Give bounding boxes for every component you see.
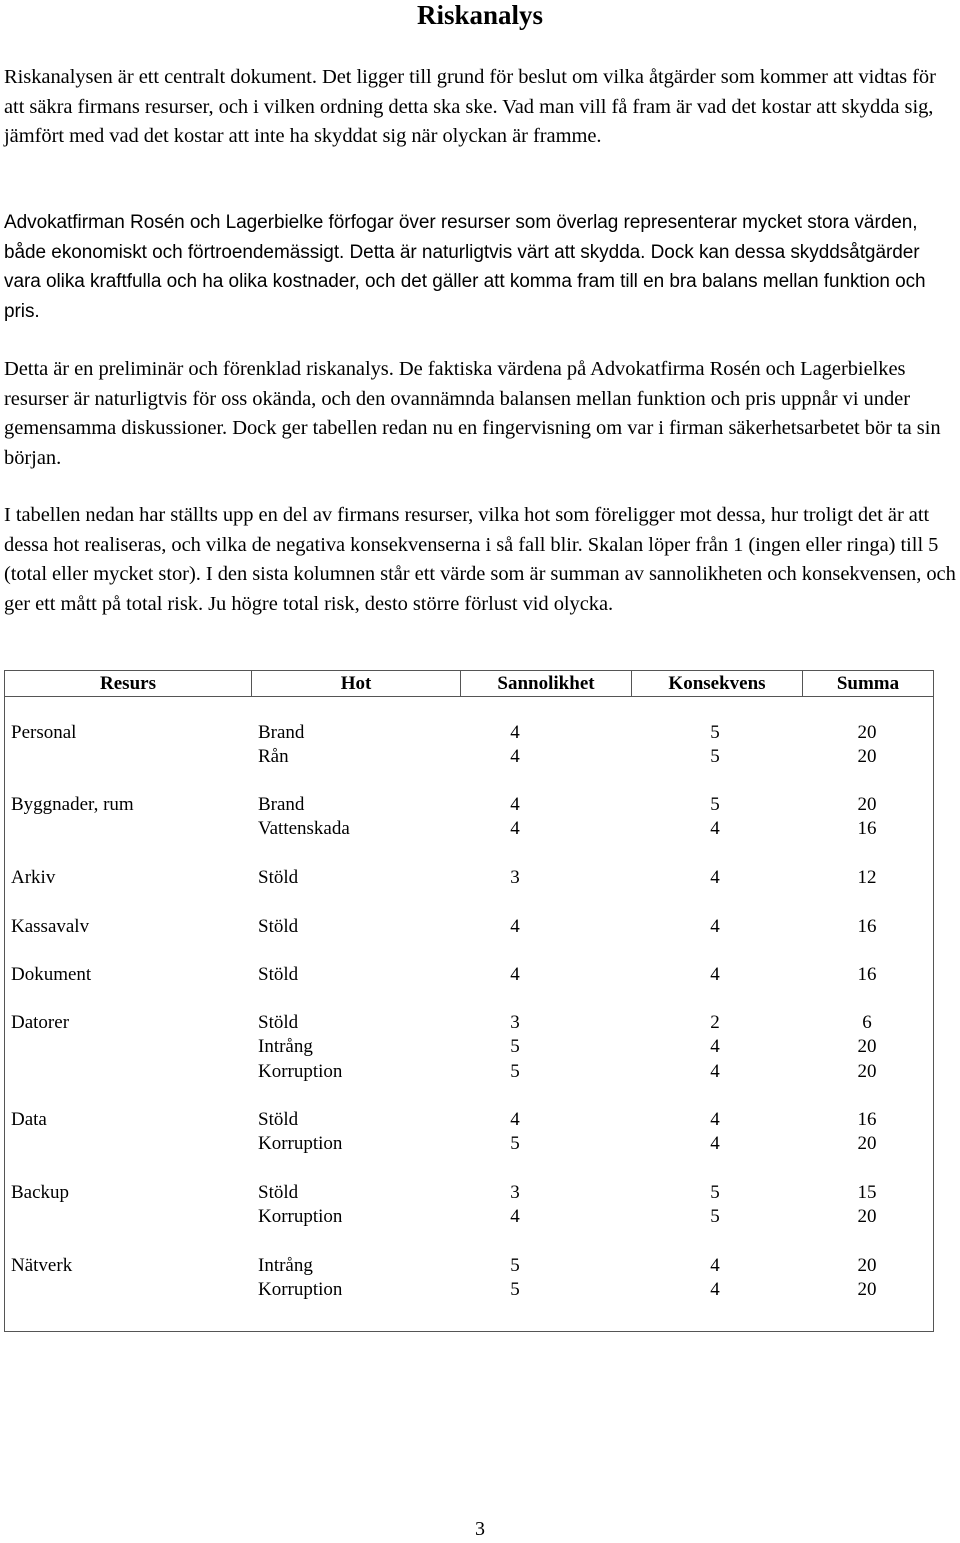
risk-table xyxy=(4,670,934,1332)
hot-value: Stöld xyxy=(258,1182,299,1203)
sannolikhet-value: 4 xyxy=(510,964,520,985)
cell-hot xyxy=(258,963,298,987)
hot-value: Stöld xyxy=(258,867,299,888)
cell-resurs: Kassavalv xyxy=(11,916,90,937)
summa-value: 20 xyxy=(857,794,877,815)
konsekvens-value: 4 xyxy=(710,916,720,937)
cell-hot xyxy=(258,721,304,770)
konsekvens-value: 4 xyxy=(710,1279,720,1301)
konsekvens-value: 5 xyxy=(710,1182,720,1203)
header-konsekvens: Konsekvens xyxy=(631,671,802,697)
cell-hot xyxy=(258,1108,342,1157)
cell-konsekvens xyxy=(685,793,745,842)
cell-konsekvens xyxy=(685,1011,745,1084)
cell-summa xyxy=(837,721,897,770)
summa-value: 20 xyxy=(857,1255,877,1276)
summa-value: 12 xyxy=(857,867,877,888)
hot-value: Rån xyxy=(258,746,289,768)
sannolikhet-value: 5 xyxy=(510,1060,520,1082)
sannolikhet-value: 4 xyxy=(510,916,520,937)
summa-value: 20 xyxy=(857,722,877,743)
cell-sannolikhet xyxy=(485,1181,545,1230)
header-summa: Summa xyxy=(802,671,933,697)
hot-value: Korruption xyxy=(258,1133,343,1155)
summa-value: 6 xyxy=(862,1012,872,1033)
cell-summa xyxy=(837,793,897,842)
page-number: 3 xyxy=(475,1518,485,1540)
cell-konsekvens xyxy=(685,963,745,987)
cell-summa xyxy=(837,1181,897,1230)
cell-hot xyxy=(258,1181,342,1230)
cell-resurs: Backup xyxy=(11,1182,70,1203)
hot-value: Stöld xyxy=(258,1012,299,1033)
konsekvens-value: 4 xyxy=(710,867,720,888)
cell-summa xyxy=(837,1108,897,1157)
cell-konsekvens xyxy=(685,1254,745,1303)
hot-value: Intrång xyxy=(258,1255,313,1276)
hot-value: Korruption xyxy=(258,1279,343,1301)
sannolikhet-value: 5 xyxy=(510,1255,520,1276)
cell-hot xyxy=(258,866,298,890)
cell-summa xyxy=(837,1254,897,1303)
cell-konsekvens xyxy=(685,915,745,939)
cell-hot xyxy=(258,1254,342,1303)
sannolikhet-value: 3 xyxy=(510,1012,520,1033)
sannolikhet-value: 3 xyxy=(510,1182,520,1203)
cell-resurs: Nätverk xyxy=(11,1255,73,1276)
page-title: Riskanalys xyxy=(416,0,544,30)
cell-summa xyxy=(837,915,897,939)
cell-sannolikhet xyxy=(485,915,545,939)
cell-sannolikhet xyxy=(485,963,545,987)
konsekvens-value: 5 xyxy=(710,722,720,743)
hot-value: Stöld xyxy=(258,964,299,985)
hot-value: Vattenskada xyxy=(258,818,350,840)
firm-resources-paragraph: Advokatfirman Rosén och Lagerbielke förfogar över resurser som överlag representerar mycket stora värden, både ekonomiskt och förtroendemässigt. Detta är naturligtvis värt att skydda. Dock kan dessa skyddsåtgärder vara olika kraftfulla och ha olika kostnader, och det gäller att komma fram till en bra balans mellan funktion och pris. xyxy=(4,212,926,322)
sannolikhet-value: 4 xyxy=(510,722,520,743)
hot-value: Brand xyxy=(258,794,305,815)
konsekvens-value: 4 xyxy=(710,1255,720,1276)
summa-value: 16 xyxy=(857,964,877,985)
konsekvens-value: 2 xyxy=(710,1012,720,1033)
cell-resurs: Dokument xyxy=(11,964,92,985)
hot-value: Korruption xyxy=(258,1206,343,1228)
hot-value: Stöld xyxy=(258,1109,299,1130)
cell-summa xyxy=(837,1011,897,1084)
summa-value: 20 xyxy=(857,1206,877,1228)
sannolikhet-value: 4 xyxy=(510,746,520,768)
hot-value: Stöld xyxy=(258,916,299,937)
header-sannolikhet: Sannolikhet xyxy=(460,671,631,697)
summa-value: 20 xyxy=(857,1036,877,1058)
summa-value: 20 xyxy=(857,1133,877,1155)
header-hot: Hot xyxy=(251,671,460,697)
cell-sannolikhet xyxy=(485,1254,545,1303)
summa-value: 20 xyxy=(857,1060,877,1082)
sannolikhet-value: 3 xyxy=(510,867,520,888)
summa-value: 20 xyxy=(857,1279,877,1301)
sannolikhet-value: 4 xyxy=(510,1206,520,1228)
cell-resurs: Datorer xyxy=(11,1012,70,1033)
konsekvens-value: 4 xyxy=(710,1109,720,1130)
sannolikhet-value: 5 xyxy=(510,1279,520,1301)
cell-konsekvens xyxy=(685,866,745,890)
summa-value: 15 xyxy=(857,1182,877,1203)
summa-value: 20 xyxy=(857,746,877,768)
konsekvens-value: 4 xyxy=(710,818,720,840)
header-resurs: Resurs xyxy=(100,673,156,694)
cell-resurs: Data xyxy=(11,1109,47,1130)
konsekvens-value: 5 xyxy=(710,746,720,768)
summa-value: 16 xyxy=(857,916,877,937)
cell-konsekvens xyxy=(685,721,745,770)
cell-sannolikhet xyxy=(485,1108,545,1157)
sannolikhet-value: 4 xyxy=(510,818,520,840)
cell-konsekvens xyxy=(685,1181,745,1230)
cell-sannolikhet xyxy=(485,721,545,770)
cell-sannolikhet xyxy=(485,793,545,842)
cell-summa xyxy=(837,963,897,987)
hot-value: Korruption xyxy=(258,1060,343,1082)
konsekvens-value: 4 xyxy=(710,1133,720,1155)
cell-sannolikhet xyxy=(485,866,545,890)
konsekvens-value: 4 xyxy=(710,964,720,985)
table-explanation-paragraph: I tabellen nedan har ställts upp en del av firmans resurser, vilka hot som föreligger mot dessa, hur troligt det är att dessa hot realiseras, och vilka de negativa konsekvenserna i så fall blir. Skalan löper från 1 (ingen eller ringa) till 5 (total eller mycket stor). I den sista kolumnen står ett värde som är summan av sannolikheten och konsekvensen, och ger ett mått på total risk. Ju högre total risk, desto större förlust vid olycka. xyxy=(4,504,956,615)
cell-summa xyxy=(837,866,897,890)
sannolikhet-value: 4 xyxy=(510,794,520,815)
hot-value: Intrång xyxy=(258,1036,313,1058)
konsekvens-value: 4 xyxy=(710,1036,720,1058)
sannolikhet-value: 5 xyxy=(510,1133,520,1155)
cell-resurs: Arkiv xyxy=(11,867,56,888)
konsekvens-value: 5 xyxy=(710,1206,720,1228)
cell-hot xyxy=(258,1011,342,1084)
summa-value: 16 xyxy=(857,1109,877,1130)
cell-sannolikhet xyxy=(485,1011,545,1084)
preliminary-analysis-paragraph: Detta är en preliminär och förenklad riskanalys. De faktiska värdena på Advokatfirma Rosén och Lagerbielkes resurser är naturligtvis för oss okända, och den ovannämnda balansen mellan funktion och pris uppnår vi under gemensamma diskussioner. Dock ger tabellen redan nu en fingervisning om var i firman säkerhetsarbetet bör ta sin början. xyxy=(4,358,941,469)
konsekvens-value: 4 xyxy=(710,1060,720,1082)
hot-value: Brand xyxy=(258,722,305,743)
cell-hot xyxy=(258,793,350,842)
sannolikhet-value: 4 xyxy=(510,1109,520,1130)
cell-konsekvens xyxy=(685,1108,745,1157)
intro-paragraph: Riskanalysen är ett centralt dokument. Det ligger till grund för beslut om vilka åtgärder som kommer att vidtas för att säkra firmans resurser, och i vilken ordning detta ska ske. Vad man vill få fram är vad det kostar att skydda sig, jämfört med vad det kostar att inte ha skyddat sig när olyckan är framme. xyxy=(4,66,936,147)
table-header-row xyxy=(5,671,933,697)
konsekvens-value: 5 xyxy=(710,794,720,815)
sannolikhet-value: 5 xyxy=(510,1036,520,1058)
cell-resurs: Personal xyxy=(11,722,77,743)
cell-resurs: Byggnader, rum xyxy=(11,794,134,815)
cell-hot xyxy=(258,915,298,939)
summa-value: 16 xyxy=(857,818,877,840)
